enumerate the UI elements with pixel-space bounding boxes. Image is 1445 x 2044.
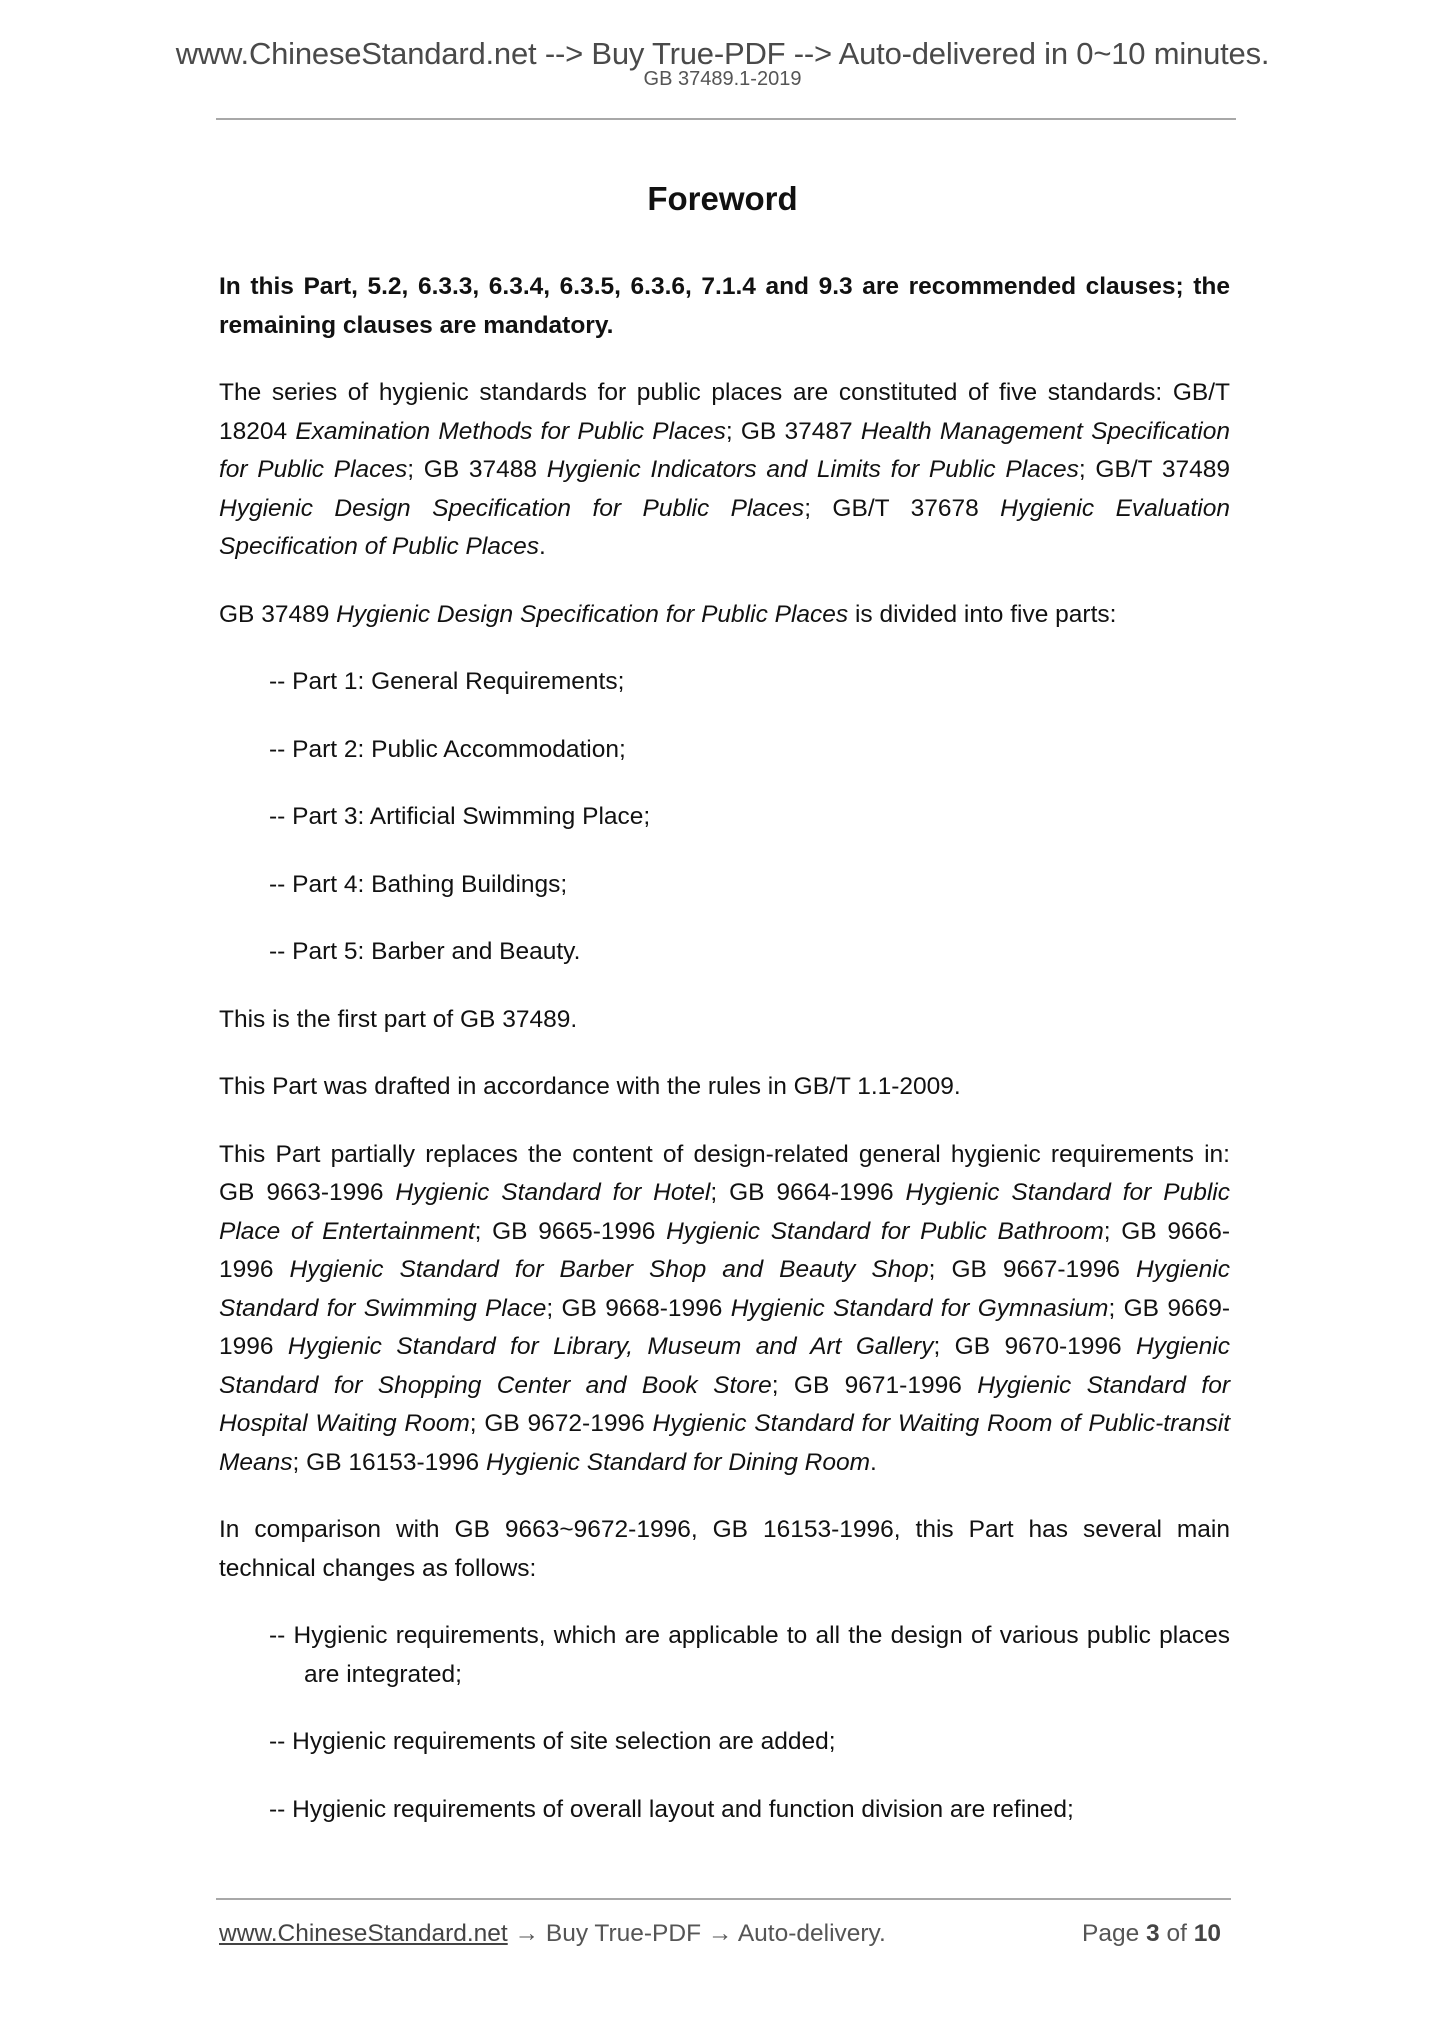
- text-span: ; GB 16153-1996: [292, 1448, 486, 1476]
- text-span: ; GB 9669-1996: [219, 1294, 1230, 1360]
- page-footer: [219, 1920, 1229, 1954]
- replaces-paragraph: [219, 1136, 1230, 1483]
- standard-title: Hygienic Design Specification for Public Places: [336, 600, 849, 628]
- document-body: [219, 268, 1230, 1858]
- header-divider: [216, 118, 1236, 120]
- change-item: -- Hygienic requirements of overall layout and function division are refined;: [269, 1795, 1074, 1823]
- text-span: ; GB 37488: [407, 456, 547, 483]
- text-span: ; GB 9665-1996: [474, 1217, 667, 1245]
- document-number: GB 37489.1-2019: [643, 68, 802, 90]
- footer-promo-text: → Buy True-PDF → Auto-delivery.: [507, 1920, 886, 1947]
- clause-notice: In this Part, 5.2, 6.3.3, 6.3.4, 6.3.5, 6.3.6, 7.1.4 and 9.3 are recommended clauses; the remaining clauses are mandatory.: [219, 273, 1230, 339]
- standard-title: Hygienic Standard for Public Place of Entertainment: [219, 1179, 1230, 1245]
- text-span: ; GB/T 37678: [804, 494, 1001, 522]
- text-span: ; GB 9667-1996: [928, 1256, 1137, 1283]
- of-label: of: [1159, 1920, 1194, 1947]
- text-span: ; GB/T 37489: [1078, 456, 1230, 483]
- change-item: -- Hygienic requirements, which are applicable to all the design of various public places are integrated;: [269, 1622, 1230, 1688]
- standard-title: Hygienic Standard for Shopping Center and Book Store: [219, 1333, 1231, 1399]
- total-pages: 10: [1193, 1920, 1221, 1947]
- top-banner: www.ChineseStandard.net --> Buy True-PDF --> Auto-delivered in 0~10 minutes.: [175, 36, 1270, 71]
- standard-title: Hygienic Standard for Public Bathroom: [666, 1217, 1104, 1245]
- standard-title: Hygienic Standard for Waiting Room of Public-transit Means: [219, 1410, 1230, 1476]
- part-item: -- Part 3: Artificial Swimming Place;: [269, 803, 651, 830]
- part-item: -- Part 4: Bathing Buildings;: [269, 870, 568, 898]
- text-span: GB 37489: [219, 600, 337, 628]
- standard-title: Hygienic Standard for Library, Museum and Art Gallery: [287, 1333, 934, 1360]
- standard-title: Hygienic Standard for Dining Room: [485, 1448, 870, 1476]
- text-span: ; GB 9666-1996: [219, 1217, 1230, 1283]
- standard-title: Examination Methods for Public Places: [295, 417, 726, 445]
- text-span: .: [539, 533, 546, 560]
- part-item: -- Part 5: Barber and Beauty.: [269, 938, 581, 965]
- standard-title: Hygienic Design Specification for Public Places: [219, 494, 805, 522]
- standard-title: Hygienic Standard for Gymnasium: [730, 1294, 1109, 1322]
- standard-title: Hygienic Indicators and Limits for Public Places: [546, 456, 1079, 483]
- footer-website-link[interactable]: www.ChineseStandard.net: [219, 1920, 508, 1947]
- text-span: ; GB 9670-1996: [933, 1333, 1137, 1360]
- text-span: The series of hygienic standards for public places are constituted of five standards: GB/T 18204: [219, 379, 1230, 445]
- first-part-paragraph: This is the first part of GB 37489.: [219, 1005, 578, 1033]
- text-span: ; GB 9664-1996: [710, 1179, 906, 1206]
- page-label: Page: [1082, 1920, 1147, 1947]
- series-paragraph: [219, 374, 1230, 567]
- text-span: ; GB 9671-1996: [771, 1371, 978, 1399]
- standard-title: Hygienic Standard for Hospital Waiting Room: [219, 1371, 1230, 1437]
- text-span: ; GB 9672-1996: [469, 1410, 653, 1437]
- footer-divider: [216, 1898, 1231, 1900]
- part-item: -- Part 2: Public Accommodation;: [269, 735, 626, 763]
- comparison-paragraph: In comparison with GB 9663~9672-1996, GB 16153-1996, this Part has several main technical changes as follows:: [219, 1516, 1230, 1582]
- standard-title: Health Management Specification for Public Places: [219, 417, 1230, 483]
- text-span: This Part partially replaces the content of design-related general hygienic requirements in: GB 9663-1996: [219, 1140, 1230, 1206]
- footer-promo: [219, 1920, 886, 1948]
- change-item: -- Hygienic requirements of site selection are added;: [269, 1728, 836, 1755]
- page-title: Foreword: [647, 180, 798, 217]
- standard-title: Hygienic Standard for Barber Shop and Beauty Shop: [289, 1256, 929, 1283]
- drafted-paragraph: This Part was drafted in accordance with the rules in GB/T 1.1-2009.: [219, 1073, 961, 1100]
- standard-title: Hygienic Standard for Swimming Place: [219, 1256, 1231, 1322]
- text-span: ; GB 9668-1996: [546, 1294, 731, 1322]
- division-paragraph: [219, 596, 1230, 635]
- text-span: is divided into five parts:: [848, 600, 1117, 628]
- part-item: -- Part 1: General Requirements;: [269, 668, 625, 695]
- standard-title: Hygienic Standard for Hotel: [395, 1179, 711, 1206]
- text-span: .: [870, 1448, 877, 1476]
- current-page: 3: [1146, 1920, 1160, 1947]
- page-indicator: [1082, 1920, 1221, 1948]
- standard-title: Hygienic Evaluation Specification of Public Places: [219, 494, 1230, 560]
- text-span: ; GB 37487: [725, 417, 861, 445]
